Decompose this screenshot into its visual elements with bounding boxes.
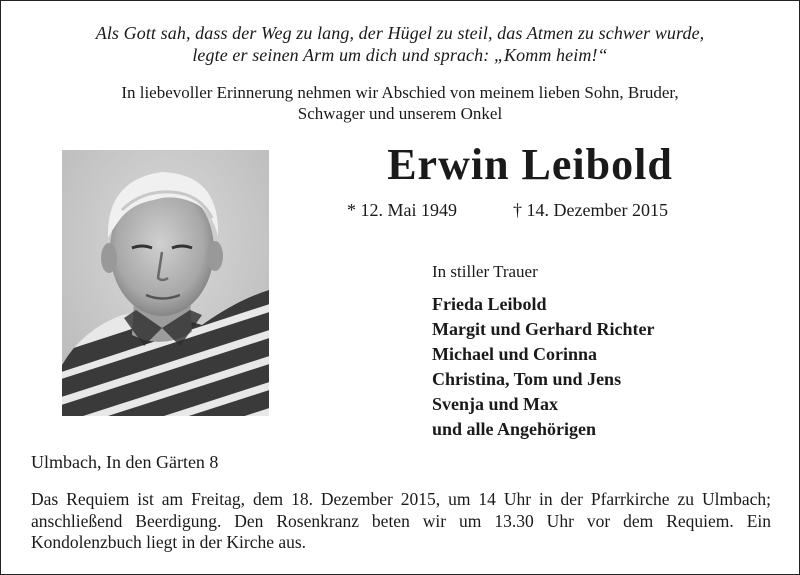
death-date: † 14. Dezember 2015	[513, 200, 668, 220]
mourner-name: Michael und Corinna	[432, 344, 598, 364]
requiem-info: Das Requiem ist am Freitag, dem 18. Dezember 2015, um 14 Uhr in der Pfarrkirche zu Ulmbach; anschließend Beerdigung. Den Rosenkranz beten wir um 13.30 Uhr vor dem Requiem. Ein Kondolenzbuch liegt in der Kirche aus.	[31, 489, 771, 552]
mourner-name: Margit und Gerhard Richter	[432, 319, 655, 339]
mourner-name: Christina, Tom und Jens	[432, 369, 622, 389]
mourner-name: Svenja und Max	[432, 394, 559, 414]
portrait-photo	[62, 150, 269, 416]
quote-line-1: Als Gott sah, dass der Weg zu lang, der Hügel zu steil, das Atmen zu schwer wurde,	[95, 23, 705, 43]
birth-date: * 12. Mai 1949	[347, 200, 457, 220]
intro-text	[0, 82, 800, 124]
intro-line-1: In liebevoller Erinnerung nehmen wir Abschied von meinem lieben Sohn, Bruder,	[121, 83, 679, 102]
mourner-name: Frieda Leibold	[432, 294, 547, 314]
mourner-name: und alle Angehörigen	[432, 419, 597, 439]
memorial-quote	[0, 22, 800, 66]
address: Ulmbach, In den Gärten 8	[31, 452, 219, 472]
quote-line-2: legte er seinen Arm um dich und sprach: „Komm heim!“	[192, 45, 608, 65]
mourning-label: In stiller Trauer	[432, 262, 538, 281]
deceased-name: Erwin Leibold	[387, 140, 673, 189]
mourners-list	[432, 292, 654, 442]
intro-line-2: Schwager und unserem Onkel	[297, 104, 503, 123]
